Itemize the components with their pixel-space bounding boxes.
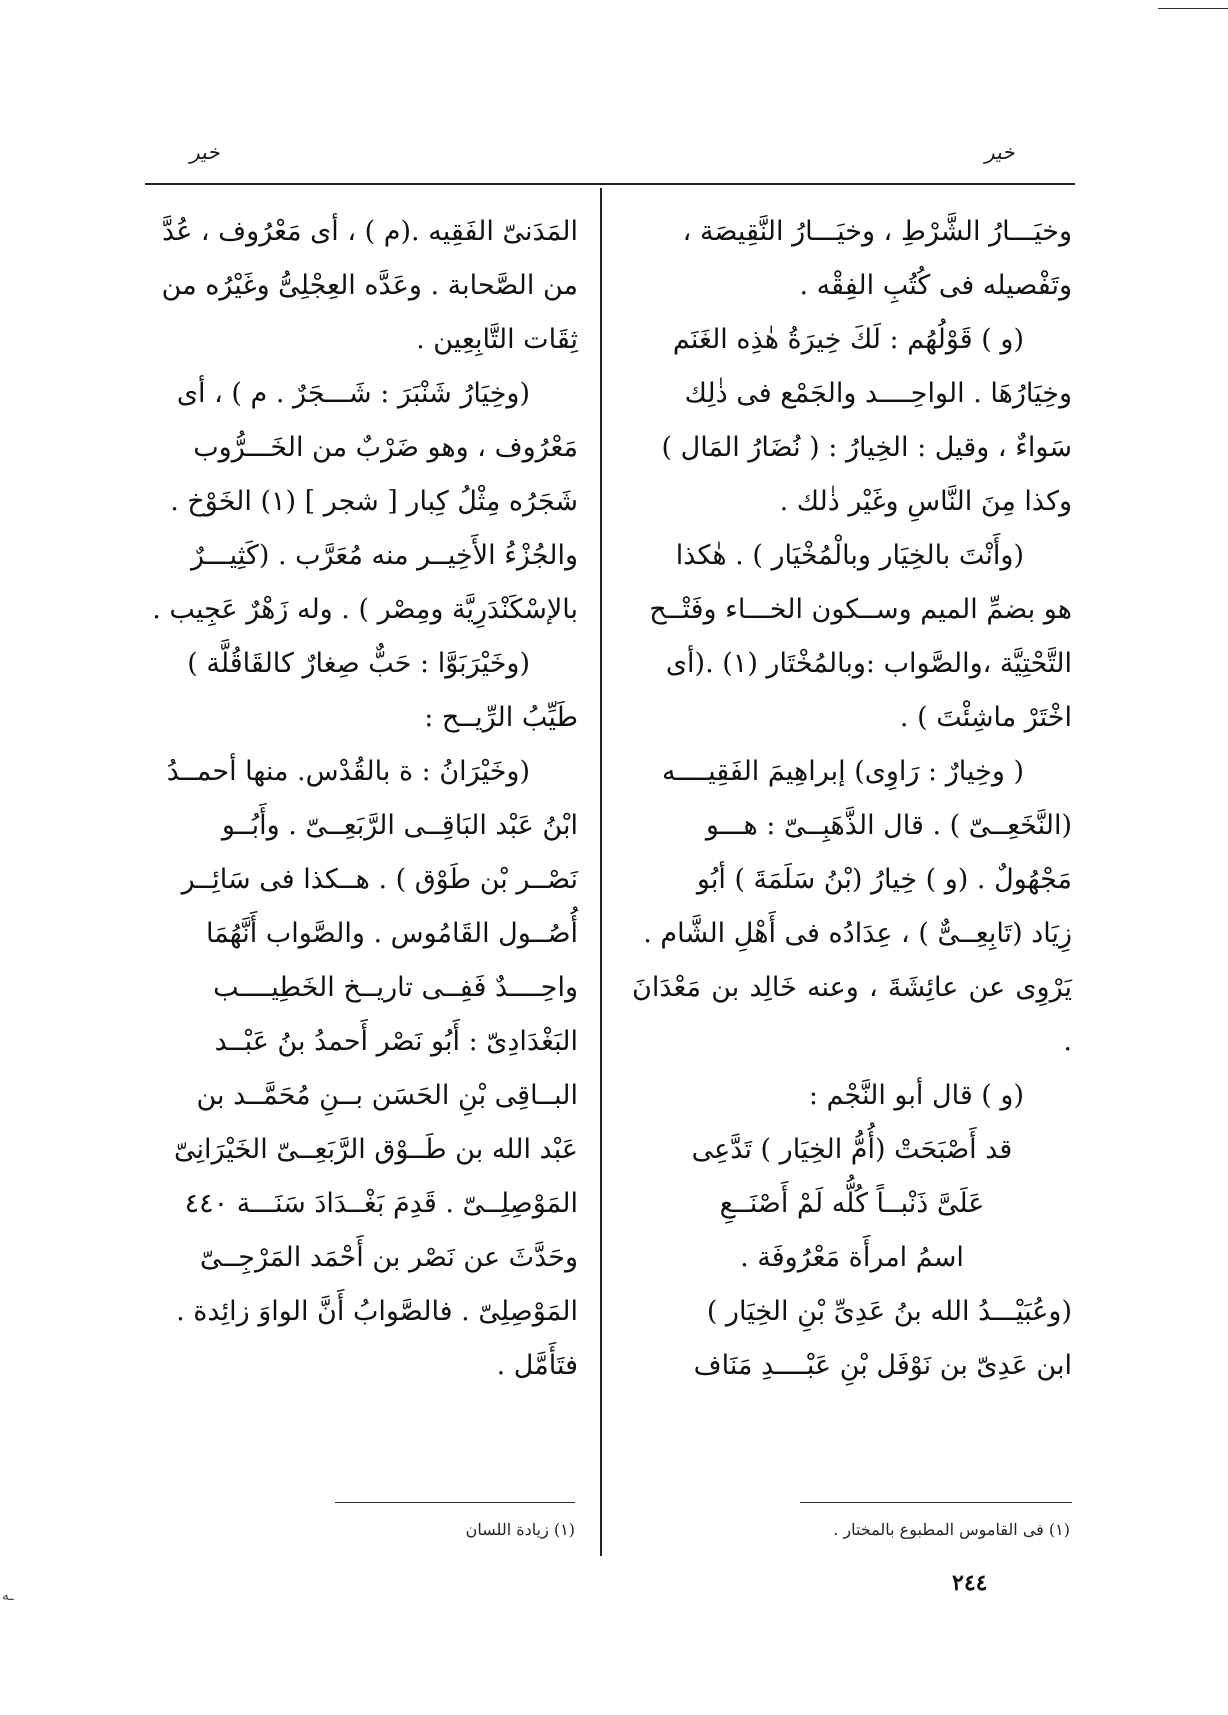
text-line: من الصَّحابة . وعَدَّه العِجْلِىُّ وغَيْرُه من <box>161 270 578 301</box>
text-line: نَصْــر بْن طَوْق ) . هــكذا فى سَائِــر <box>181 864 578 895</box>
text-line: فتَأَمَّل . <box>496 1350 578 1381</box>
text-line: (و ) قال أبو النَّجْم : <box>808 1080 1024 1111</box>
corner-rule <box>1158 8 1228 9</box>
text-line: بالإسْكَنْدَرِيَّة ومِصْر ) . وله زَهْرٌ عَجِيب . <box>152 594 578 625</box>
text-line: والجُزْءُ الأَخِيــر منه مُعَرَّب . (كَثِيـــرٌ <box>191 540 578 571</box>
text-line: وحَدَّثَ عن نَصْر بن أَحْمَد المَرْجِــىّ <box>199 1242 578 1273</box>
text-line: وكذا مِنَ النَّاسِ وغَيْر ذٰلك . <box>779 486 1072 517</box>
text-line: البَغْدَادِىّ : أَبُو نَصْر أَحمدُ بنُ عَبْــد <box>214 1026 578 1057</box>
running-header-right: خير <box>985 140 1015 164</box>
text-line: مَجْهُولٌ . (و ) خِيارُ (بْنُ سَلَمَةَ ) أبُو <box>696 864 1072 895</box>
text-line: المَوْصِلِىّ . فالصَّوابُ أَنَّ الواوَ زائِدة . <box>176 1296 578 1327</box>
text-line: ابْنُ عَبْد البَاقِــى الرَّبَعِــىّ . وأَبُــو <box>221 810 578 841</box>
text-line: وتَفْصيله فى كُتُبِ الفِقْه . <box>799 270 1072 301</box>
text-line: وخيَـــارُ الشَّرْطِ ، وخيَـــارُ النَّقِيصَة ، <box>682 216 1072 247</box>
verse-line: اسمُ امرأَة مَعْرُوفَة . <box>740 1242 964 1273</box>
footnote-rule-left <box>335 1502 575 1503</box>
text-line: شَجَرُه مِثْلُ كِبار [ شجر ] (١) الخَوْخ . <box>170 486 578 517</box>
column-divider <box>600 188 602 1556</box>
text-line: أُصُــول القَامُوس . والصَّواب أَنَّهُمَا <box>205 918 578 949</box>
text-line: (وخِيَارُ شَنْبَرَ : شَـــجَرٌ . م ) ، أى <box>176 378 530 409</box>
text-line: زِيَاد (تَابِعِــىٌّ ) ، عِدَادُه فى أَهْلِ الشَّام . <box>643 918 1072 949</box>
text-line: (وخَيْرَانُ : ة بالقُدْس. منها أحمــدُ <box>166 756 530 787</box>
text-line: هو بضمِّ الميم وســكون الخـــاء وفَتْــح <box>649 594 1072 625</box>
text-line: عَبْد الله بن طَــوْق الرَّبَعِــىّ الخَيْرَانِىّ <box>174 1134 578 1165</box>
margin-mark: ـه <box>2 1588 14 1604</box>
text-line: (وعُبَيْـــدُ الله بنُ عَدِىِّ بْنِ الخِيَار ) <box>706 1296 1072 1327</box>
text-line: (النَّخَعِــىّ ) . قال الذَّهَبِــىّ : هـــو <box>705 810 1072 841</box>
running-header-left: خير <box>190 140 220 164</box>
text-line: ( وخِيارٌ : رَاوِى) إبراهِيمَ الفَقِيــــه <box>661 756 1024 787</box>
footnote-right: (١) فى القاموس المطبوع بالمختار . <box>833 1520 1070 1539</box>
verse-line: قد أَصْبَحَتْ (أُمُّ الخِيَار ) تَدَّعِى <box>691 1134 1013 1165</box>
text-line: مَعْرُوف ، وهو ضَرْبٌ من الخَـــرُّوب <box>193 432 578 463</box>
text-line: سَواءٌ ، وقيل : الخِيارُ : ( نُضَارُ المَال ) <box>661 432 1072 463</box>
text-line: المَوْصِلِــىّ . قَدِمَ بَغْــدَادَ سَنَـــة ٤٤٠ <box>184 1188 578 1219</box>
text-line: البــاقِى بْنِ الحَسَن بــنِ مُحَمَّــد بن <box>196 1080 578 1111</box>
text-line: يَرْوِى عن عائِشَةَ ، وعنه خَالِد بن مَعْدَانَ . <box>632 972 1072 1057</box>
text-line: (وأَنْتَ بالخِيَار وبالْمُخْيَار ) . هٰكذا <box>675 540 1024 571</box>
text-line: واحِــــدٌ فَفِــى تاريــخ الخَطِيــــب <box>213 972 578 1003</box>
text-line: اخْتَرْ ماشِئْتَ ) . <box>899 702 1072 733</box>
header-rule <box>145 183 1075 185</box>
left-text-column <box>118 205 578 1393</box>
text-line: التَّحْتِيَّة ،والصَّواب :وبالمُخْتَار (١) .(أى <box>665 648 1072 679</box>
text-line: (و ) قَوْلُهُم : لَكَ خِيرَةُ هٰذِه الغَنَم <box>672 324 1024 355</box>
footnote-left: (١) زيادة اللسان <box>465 1520 575 1539</box>
right-text-column <box>632 205 1072 1393</box>
text-line: طَيِّبُ الرِّيــح : <box>424 702 578 733</box>
verse-line: عَلَىَّ ذَنْبــاً كُلُّه لَمْ أَصْنَــعِ <box>719 1188 985 1219</box>
text-line: المَدَنىّ الفَقِيه .(م ) ، أى مَعْرُوف ، عُدَّ <box>162 216 578 247</box>
page-number: ٢٤٤ <box>952 1570 988 1596</box>
text-line: ابن عَدِىّ بن نَوْفَل بْنِ عَبْــــدِ مَنَاف <box>693 1350 1072 1381</box>
text-line: ثِقَات التَّابِعِين . <box>416 324 578 355</box>
footnote-rule-right <box>800 1502 1072 1503</box>
text-line: (وخَيْرَبَوَّا : حَبٌّ صِغارٌ كالقَاقُلَّة ) <box>187 648 530 679</box>
text-line: وخِيَارُهَا . الواحِــــد والجَمْع فى ذٰلِك <box>684 378 1072 409</box>
